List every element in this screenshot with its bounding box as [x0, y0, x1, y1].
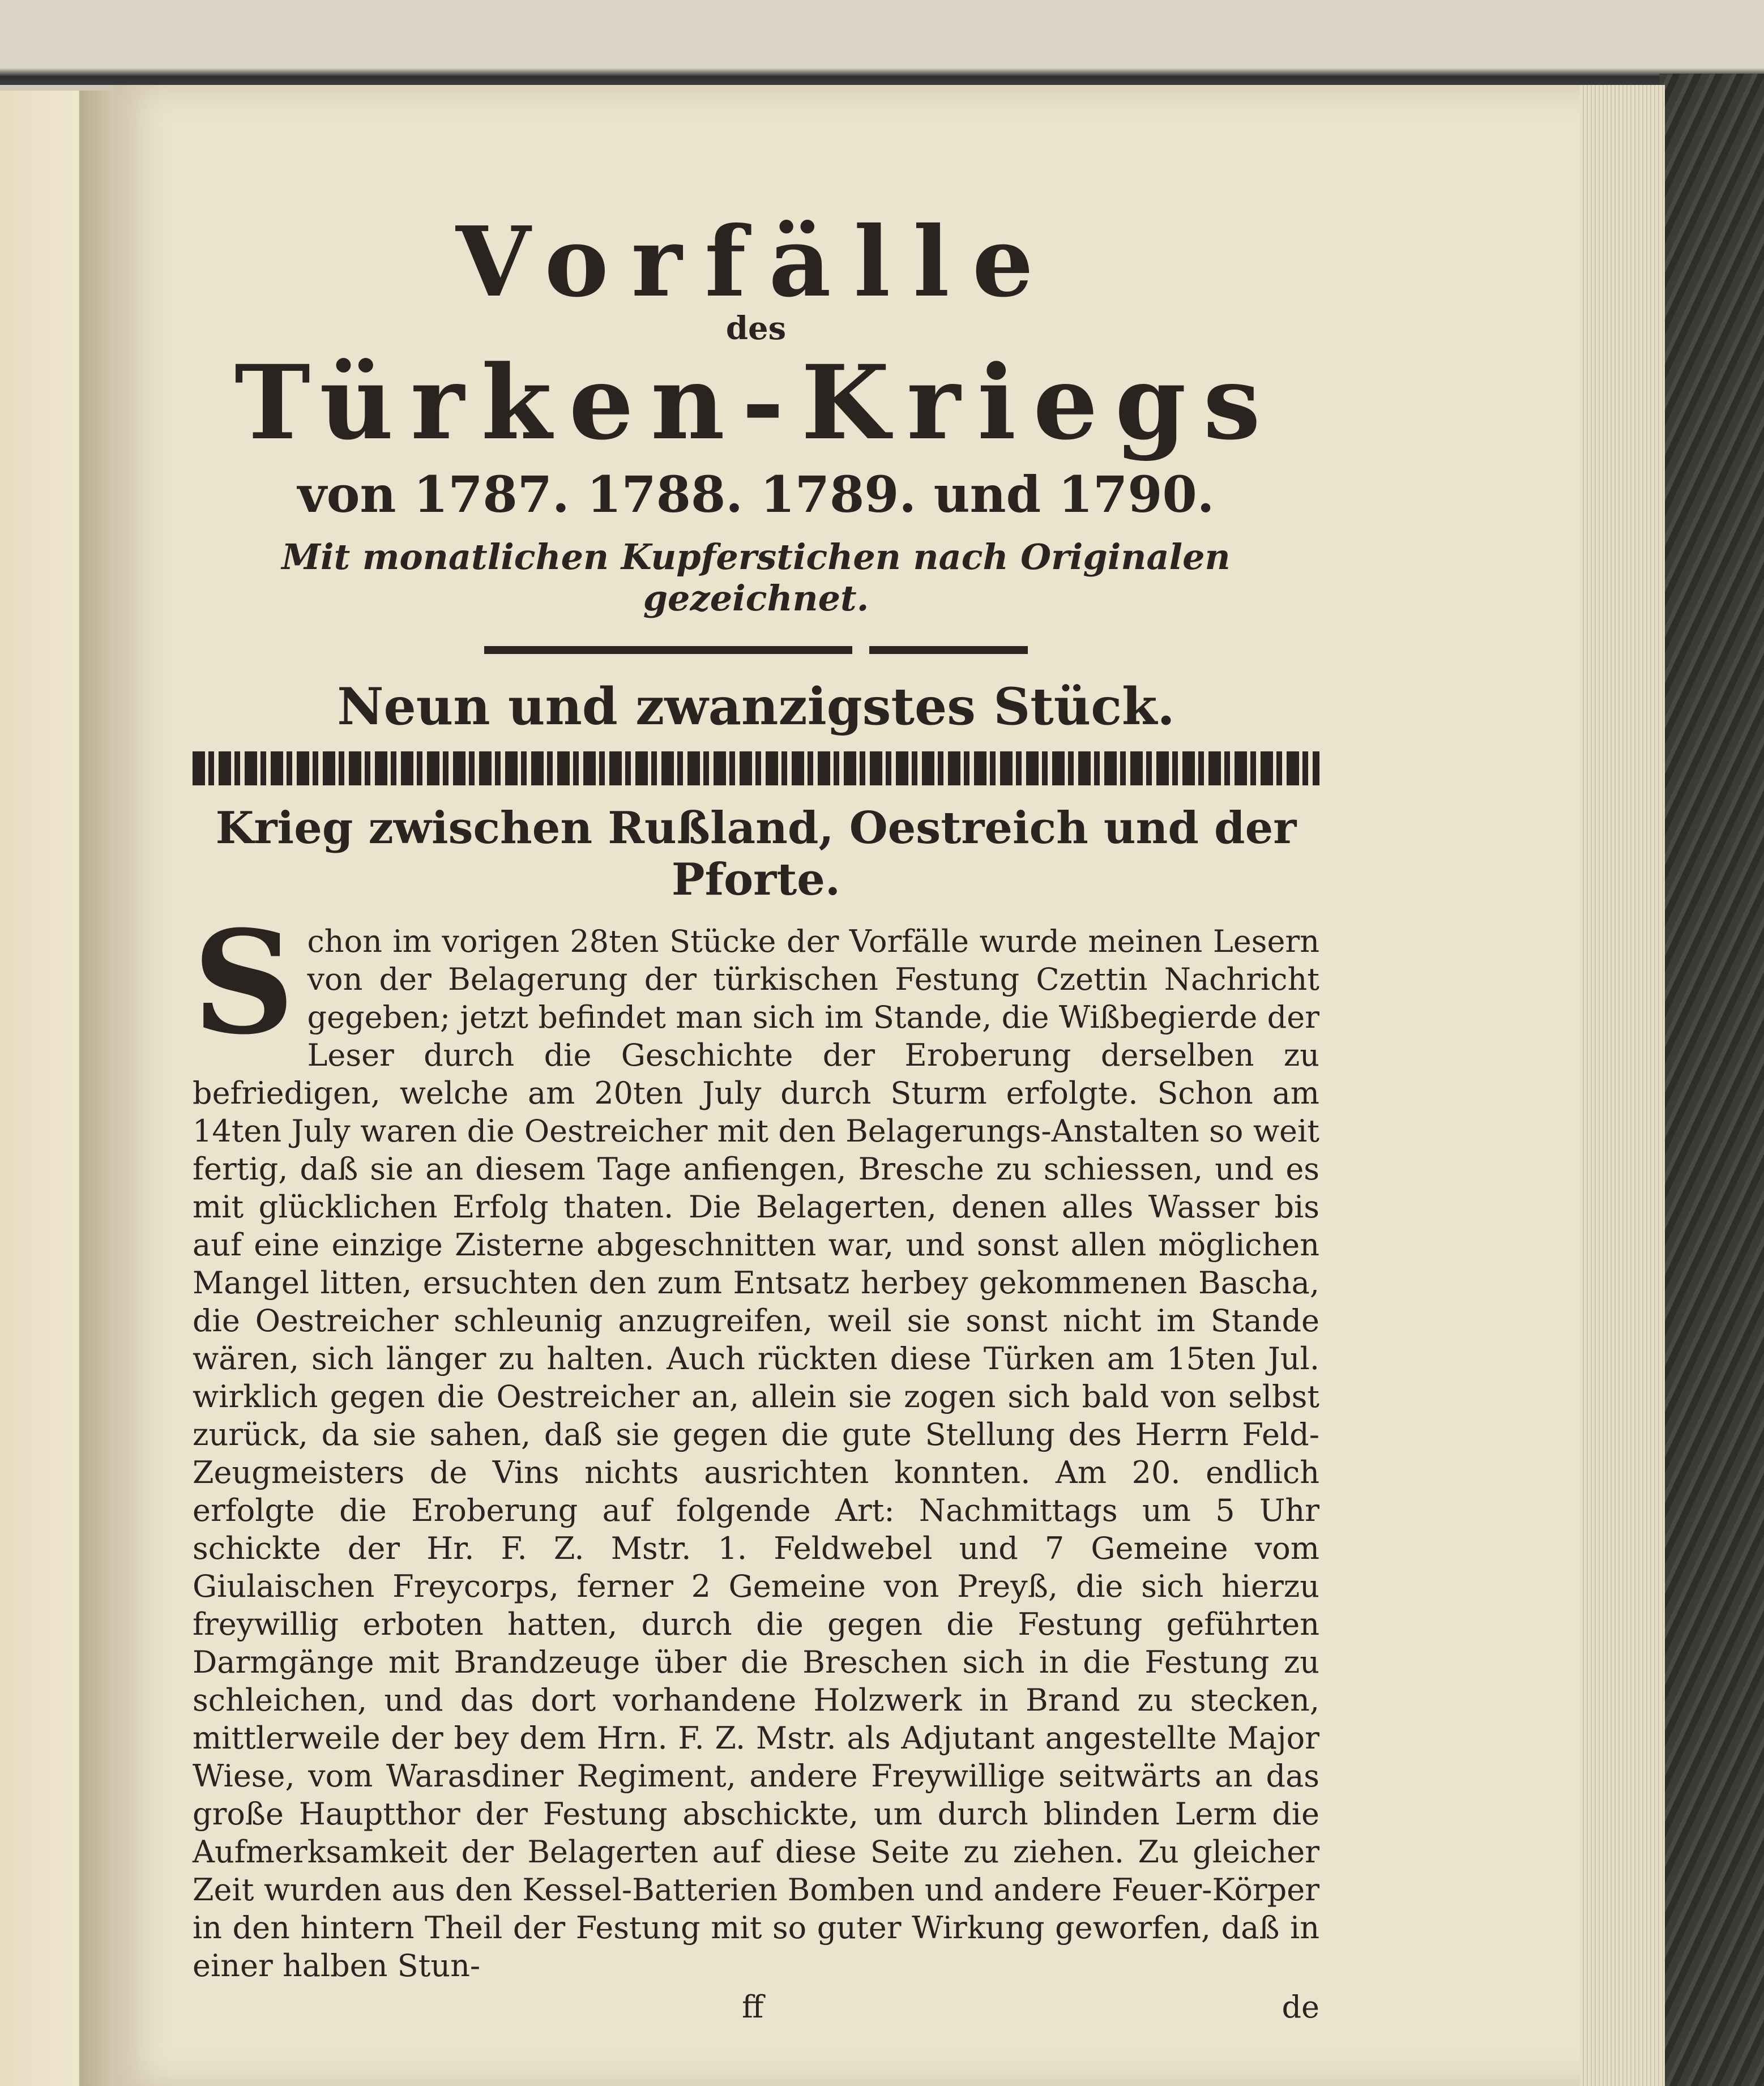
body-paragraph: chon im vorigen 28ten Stücke der Vorfälle wurde meinen Lesern von der Belagerung der türkischen Festung Czettin Nachricht gegeben; jetzt befindet man sich im Stande, die Wißbegierde der Leser durch die Geschichte der Eroberung derselben zu befriedigen, welche am 20ten July durch Sturm erfolgte. Schon am 14ten July waren die Oestreicher mit den Belagerungs-Anstalten so weit fertig, daß sie an diesem Tage anfiengen, Bresche zu schiessen, und es mit glücklichen Erfolg thaten. Die Belagerten, denen alles Wasser bis auf eine einzige Zisterne abgeschnitten war, und sonst allen möglichen Mangel litten, ersuchten den zum Entsatz herbey gekommenen Bascha, die Oestreicher schleunig anzugreifen, weil sie sonst nicht im Stande wären, sich länger zu halten. Auch rückten diese Türken am 15ten Jul. wirklich gegen die Oestreicher an, allein sie zogen sich bald von selbst zurück, da sie sahen, daß sie gegen die gute Stellung des Herrn Feld-Zeugmeisters de Vins nichts ausrichten konnten. Am 20. endlich erfolgte die Eroberung auf folgende Art: Nachmittags um 5 Uhr schickte der Hr. F. Z. Mstr. 1. Feldwebel und 7 Gemeine vom Giulaischen Freycorps, ferner 2 Gemeine von Preyß, die sich hierzu freywillig erboten hatten, durch die gegen die Festung geführten Darmgänge mit Brandzeuge über die Breschen sich in die Festung zu schleichen, und das dort vorhandene Holzwerk in Brand zu stecken, mittlerweile der bey dem Hrn. F. Z. Mstr. als Adjutant angestellte Major Wiese, vom Warasdiner Regiment, andere Freywillige seitwärts an das große Hauptthor der Festung abschickte, um durch blinden Lerm die Aufmerksamkeit der Belagerten auf diese Seite zu ziehen. Zu gleicher Zeit wurden aus den Kessel-Batterien Bomben und andere Feuer-Körper in den hintern Theil der Festung mit so guter Wirkung geworfen, daß in einer halben Stun- — [193, 924, 1319, 1984]
title-rule — [484, 646, 1028, 654]
section-heading: Krieg zwischen Rußland, Oestreich und der Pforte. — [215, 802, 1297, 905]
page-content — [193, 206, 1319, 2029]
signature-mark: ff — [742, 1989, 764, 2025]
page-footer — [193, 1989, 1319, 2029]
book-cover-right — [1659, 74, 1764, 2086]
years-line: von 1787. 1788. 1789. und 1790. — [297, 465, 1215, 524]
page-stack-edges — [1580, 85, 1665, 2086]
issue-number: Neun und zwanzigstes Stück. — [337, 677, 1175, 737]
title-line-2: des — [725, 310, 787, 347]
title-line-1: Vorfälle — [456, 206, 1056, 319]
subtitle: Mit monatlichen Kupferstichen nach Originalen gezeichnet. — [281, 536, 1231, 619]
drop-cap: S — [193, 899, 295, 1066]
title-line-3: Türken-Kriegs — [234, 343, 1278, 463]
book-cover-top — [0, 0, 1764, 85]
body-text — [193, 899, 1319, 1985]
ornament-border — [193, 751, 1319, 785]
catchword: de — [1282, 1989, 1319, 2025]
